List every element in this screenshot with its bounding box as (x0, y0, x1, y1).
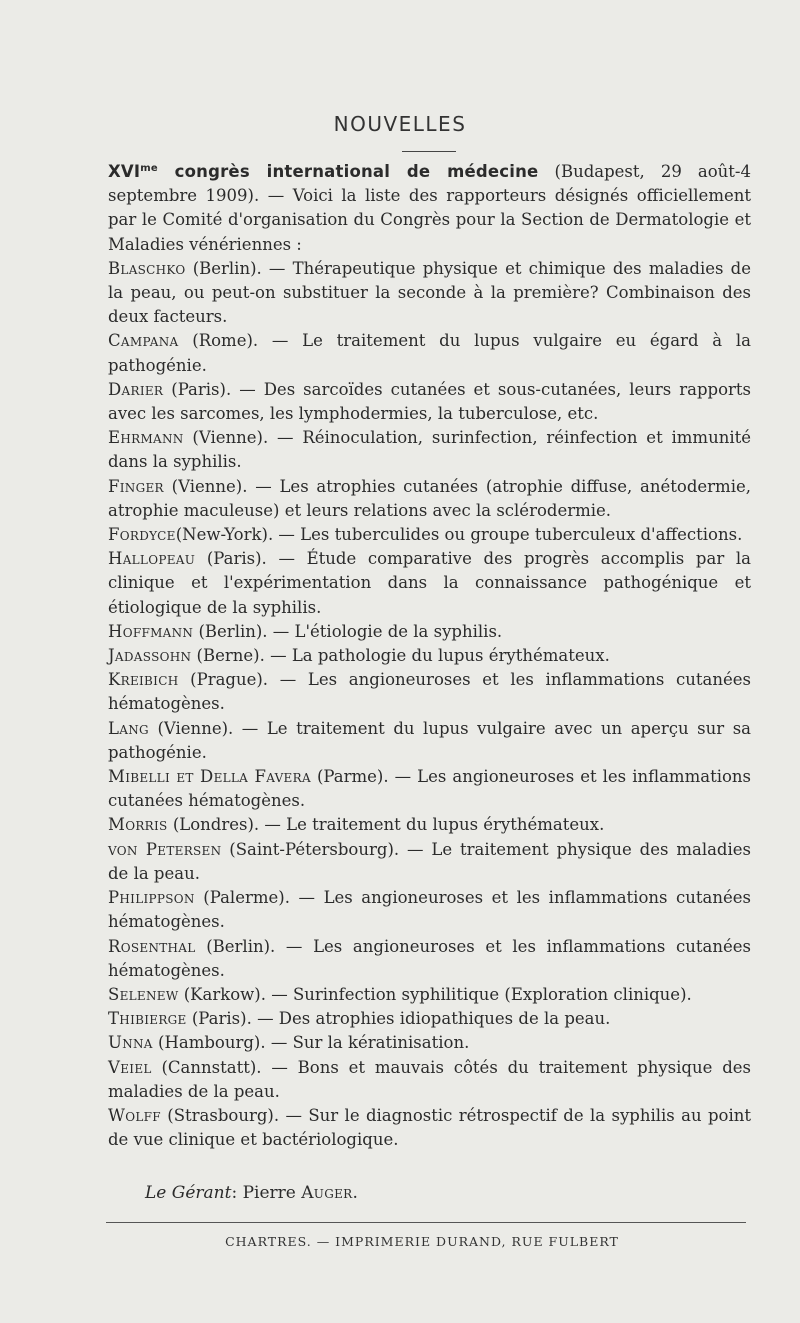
rapporteur-entry (108, 620, 751, 644)
rapporteur-entry (108, 1031, 751, 1055)
intro-paragraph (108, 160, 751, 257)
rapporteur-name: Morris (108, 815, 168, 835)
rapporteur-topic: (Parme). — Les angioneuroses et les inflammations cutanées hématogènes. (108, 767, 751, 811)
footer-divider (106, 1222, 746, 1223)
rapporteur-name: Kreibich (108, 670, 179, 690)
rapporteur-name: Thibierge (108, 1009, 187, 1029)
rapporteur-name: Jadassohn (108, 646, 192, 666)
intro-text: (Budapest, 29 août-4 septembre 1909). — Voici la liste des rapporteurs désignés officiellement par le Comité d'organisation du Congrès pour la Section de Dermatologie et Maladies vénériennes : (108, 162, 752, 254)
rapporteur-name: Selenew (108, 984, 179, 1004)
rapporteur-name: Philippson (108, 888, 195, 908)
rapporteur-entry (108, 426, 751, 474)
rapporteur-entry (108, 983, 751, 1007)
rapporteur-topic: (Vienne). — Les atrophies cutanées (atrophie diffuse, anétodermie, atrophie maculeuse) et leurs relations avec la sclérodermie. (108, 476, 751, 520)
rapporteur-entry (108, 644, 751, 668)
rapporteur-name: Fordyce (108, 525, 176, 545)
rapporteur-entry (108, 765, 751, 813)
rapporteur-name: Ehrmann (108, 428, 184, 448)
rapporteur-name: Unna (108, 1033, 153, 1053)
rapporteur-name: von Petersen (108, 839, 222, 859)
rapporteur-topic: (Hambourg). — Sur la kératinisation. (152, 1033, 470, 1053)
congress-heading-main: XVI (108, 162, 141, 181)
rapporteur-topic: (New-York). — Les tuberculides ou groupe tuberculeux d'affections. (175, 525, 743, 545)
rapporteur-topic: (Berlin). — Thérapeutique physique et chimique des maladies de la peau, ou peut-on substituer la seconde à la première? Combinaison des deux facteurs. (108, 258, 751, 327)
title-divider (402, 151, 456, 152)
rapporteur-entry (108, 523, 751, 547)
rapporteur-entry (108, 547, 751, 620)
rapporteur-name: Veiel (108, 1057, 152, 1077)
signature-last-name: Auger. (301, 1183, 359, 1203)
rapporteur-entry (108, 668, 751, 716)
rapporteur-topic: (Saint-Pétersbourg). — Le traitement physique des maladies de la peau. (108, 839, 752, 883)
rapporteurs-list (108, 257, 751, 1153)
rapporteur-name: Lang (108, 718, 149, 738)
article-body (108, 160, 751, 1152)
page-title: NOUVELLES (333, 112, 467, 136)
rapporteur-entry (108, 717, 751, 765)
rapporteur-name: Rosenthal (108, 936, 196, 956)
congress-heading (108, 162, 538, 181)
rapporteur-entry (108, 378, 751, 426)
rapporteur-topic: (Cannstatt). — Bons et mauvais côtés du traitement physique des maladies de la peau. (108, 1057, 751, 1101)
rapporteur-name: Darier (108, 379, 164, 399)
rapporteur-entry (108, 886, 751, 934)
rapporteur-name: Blaschko (108, 258, 186, 278)
rapporteur-name: Finger (108, 476, 164, 496)
signature-role: Le Gérant (145, 1183, 232, 1203)
rapporteur-topic: (Vienne). — Le traitement du lupus vulgaire avec un aperçu sur sa pathogénie. (108, 718, 751, 762)
rapporteur-entry (108, 838, 751, 886)
rapporteur-name: Wolff (108, 1105, 161, 1125)
rapporteur-topic: (Paris). — Des sarcoïdes cutanées et sous-cutanées, leurs rapports avec les sarcomes, les lymphodermies, la tuberculose, etc. (108, 379, 751, 424)
rapporteur-entry (108, 329, 751, 377)
rapporteur-topic: (Prague). — Les angioneuroses et les inflammations cutanées hématogènes. (108, 670, 751, 714)
rapporteur-topic: (Paris). — Des atrophies idiopathiques de la peau. (186, 1009, 611, 1029)
rapporteur-name: Hallopeau (108, 549, 196, 569)
printer-imprint: CHARTRES. — IMPRIMERIE DURAND, RUE FULBERT (225, 1234, 619, 1249)
rapporteur-entry (108, 1056, 751, 1104)
rapporteur-entry (108, 1007, 751, 1031)
rapporteur-topic: (Rome). — Le traitement du lupus vulgaire eu égard à la pathogénie. (108, 331, 751, 375)
rapporteur-topic: (Paris). — Étude comparative des progrès accomplis par la clinique et l'expérimentation dans la connaissance pathogénique et étiologique de la syphilis. (108, 549, 751, 617)
rapporteur-name: Mibelli et Della Favera (108, 767, 311, 787)
signature (145, 1183, 358, 1203)
rapporteur-topic: (Palerme). — Les angioneuroses et les inflammations cutanées hématogènes. (108, 888, 751, 932)
rapporteur-entry (108, 1104, 751, 1152)
rapporteur-name: Campana (108, 331, 179, 351)
rapporteur-topic: (Berlin). — Les angioneuroses et les inflammations cutanées hématogènes. (108, 936, 751, 980)
congress-heading-sup: me (140, 163, 158, 174)
rapporteur-entry (108, 257, 751, 330)
rapporteur-topic: (Strasbourg). — Sur le diagnostic rétrospectif de la syphilis au point de vue clinique et bactériologique. (108, 1105, 751, 1150)
rapporteur-topic: (Vienne). — Réinoculation, surinfection, réinfection et immunité dans la syphilis. (108, 428, 751, 472)
rapporteur-topic: (Berne). — La pathologie du lupus érythémateux. (191, 646, 610, 666)
rapporteur-topic: (Londres). — Le traitement du lupus érythémateux. (167, 815, 605, 835)
rapporteur-entry (108, 935, 751, 983)
rapporteur-entry (108, 475, 751, 523)
congress-heading-rest: congrès international de médecine (157, 162, 539, 181)
signature-separator: : (231, 1183, 243, 1203)
rapporteur-name: Hoffmann (108, 621, 194, 641)
rapporteur-topic: (Karkow). — Surinfection syphilitique (Exploration clinique). (178, 984, 692, 1004)
signature-first-name: Pierre (242, 1183, 302, 1203)
rapporteur-entry (108, 813, 751, 837)
rapporteur-topic: (Berlin). — L'étiologie de la syphilis. (193, 621, 503, 641)
